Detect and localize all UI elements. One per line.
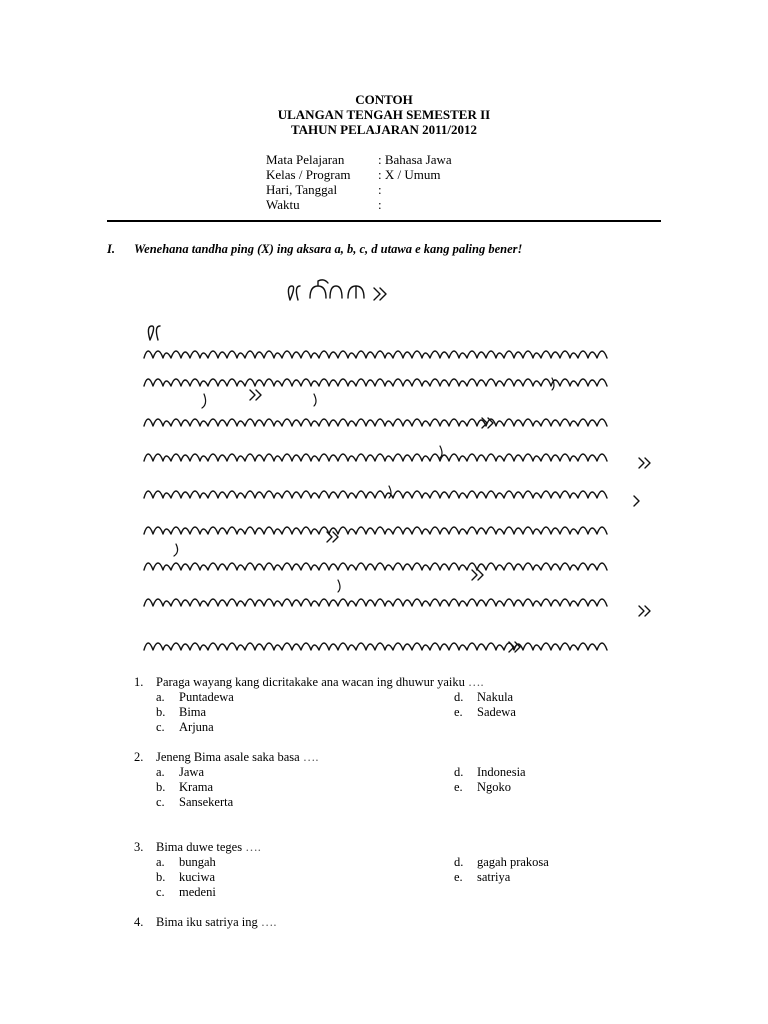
question-item	[134, 915, 660, 930]
handwritten-javanese-script-image	[134, 270, 660, 662]
document-header	[0, 92, 768, 137]
option-letter: a.	[156, 855, 165, 869]
answer-option[interactable]	[156, 870, 454, 885]
option-letter: c.	[156, 795, 165, 809]
option-letter: a.	[156, 765, 165, 779]
meta-key: Mata Pelajaran	[266, 152, 345, 167]
header-divider	[107, 220, 661, 222]
option-letter: a.	[156, 690, 165, 704]
meta-key: Hari, Tanggal	[266, 182, 338, 197]
option-letter: b.	[156, 870, 166, 884]
answer-option[interactable]	[156, 705, 454, 720]
option-text: Indonesia	[477, 765, 526, 779]
meta-row-class	[266, 167, 452, 182]
option-letter: d.	[454, 765, 464, 779]
option-letter: e.	[454, 780, 463, 794]
header-contoh: CONTOH	[355, 92, 413, 107]
option-text: Ngoko	[477, 780, 512, 794]
header-school-year: TAHUN PELAJARAN 2011/2012	[290, 122, 478, 137]
question-item	[134, 750, 660, 810]
meta-row-subject	[266, 152, 452, 167]
option-letter: d.	[454, 690, 464, 704]
question-number: 1.	[134, 675, 144, 689]
meta-value: : X / Umum	[378, 167, 441, 182]
option-text: Puntadewa	[179, 690, 234, 704]
answer-option[interactable]	[156, 795, 454, 810]
option-letter: d.	[454, 855, 464, 869]
option-letter: e.	[454, 870, 463, 884]
answer-option[interactable]	[454, 870, 654, 885]
option-text: Nakula	[477, 690, 514, 704]
question-item	[134, 840, 660, 900]
question-number: 4.	[134, 915, 144, 929]
answer-options	[156, 690, 660, 735]
meta-key: Waktu	[266, 197, 300, 212]
question-number: 2.	[134, 750, 144, 764]
option-letter: c.	[156, 720, 165, 734]
answer-options	[156, 765, 660, 810]
answer-option[interactable]	[156, 780, 454, 795]
option-text: Jawa	[179, 765, 204, 779]
answer-option[interactable]	[454, 690, 654, 705]
meta-row-time	[266, 197, 452, 212]
answer-option[interactable]	[454, 765, 654, 780]
option-letter: e.	[454, 705, 463, 719]
answer-option[interactable]	[156, 720, 454, 735]
option-text: satriya	[477, 870, 511, 884]
answer-option[interactable]	[156, 765, 454, 780]
section-instruction	[107, 242, 522, 257]
questions-list	[134, 675, 660, 930]
script-body-lines	[144, 351, 607, 662]
meta-value: :	[378, 182, 382, 197]
option-letter: b.	[156, 705, 166, 719]
script-title-line	[288, 280, 386, 300]
question-dots: ….	[245, 840, 261, 854]
option-text: medeni	[179, 885, 216, 899]
header-exam-title: ULANGAN TENGAH SEMESTER II	[277, 107, 491, 122]
answer-options	[156, 855, 660, 900]
question-dots: ….	[260, 915, 277, 929]
meta-key: Kelas / Program	[266, 167, 351, 182]
option-text: gagah prakosa	[477, 855, 549, 869]
option-letter: c.	[156, 885, 165, 899]
answer-option[interactable]	[156, 855, 454, 870]
option-text: Arjuna	[179, 720, 214, 734]
section-instruction-text: Wenehana tandha ping (X) ing aksara a, b, c, d utawa e kang paling bener!	[134, 242, 523, 256]
answer-option[interactable]	[156, 885, 454, 900]
meta-value: :	[378, 197, 382, 212]
question-text: Bima duwe teges	[156, 840, 243, 854]
question-text: Jeneng Bima asale saka basa	[156, 750, 300, 764]
option-text: Bima	[179, 705, 207, 719]
option-letter: b.	[156, 780, 166, 794]
answer-option[interactable]	[156, 690, 454, 705]
section-number: I.	[107, 242, 115, 256]
javanese-script-passage	[134, 270, 660, 662]
script-pada-marks	[148, 326, 650, 652]
answer-option[interactable]	[454, 855, 654, 870]
option-text: Sansekerta	[179, 795, 234, 809]
exam-meta	[266, 152, 452, 212]
option-text: Sadewa	[477, 705, 516, 719]
question-text: Paraga wayang kang dicritakake ana wacan ing dhuwur yaiku	[156, 675, 465, 689]
meta-row-date	[266, 182, 452, 197]
question-text: Bima iku satriya ing	[156, 915, 258, 929]
answer-option[interactable]	[454, 705, 654, 720]
script-sandhangan-marks	[174, 378, 554, 592]
question-dots: ….	[468, 675, 484, 689]
question-item	[134, 675, 660, 735]
option-text: kuciwa	[179, 870, 216, 884]
option-text: bungah	[179, 855, 216, 869]
question-number: 3.	[134, 840, 144, 854]
option-text: Krama	[179, 780, 214, 794]
meta-value: : Bahasa Jawa	[378, 152, 452, 167]
question-dots: ….	[302, 750, 319, 764]
answer-option[interactable]	[454, 780, 654, 795]
